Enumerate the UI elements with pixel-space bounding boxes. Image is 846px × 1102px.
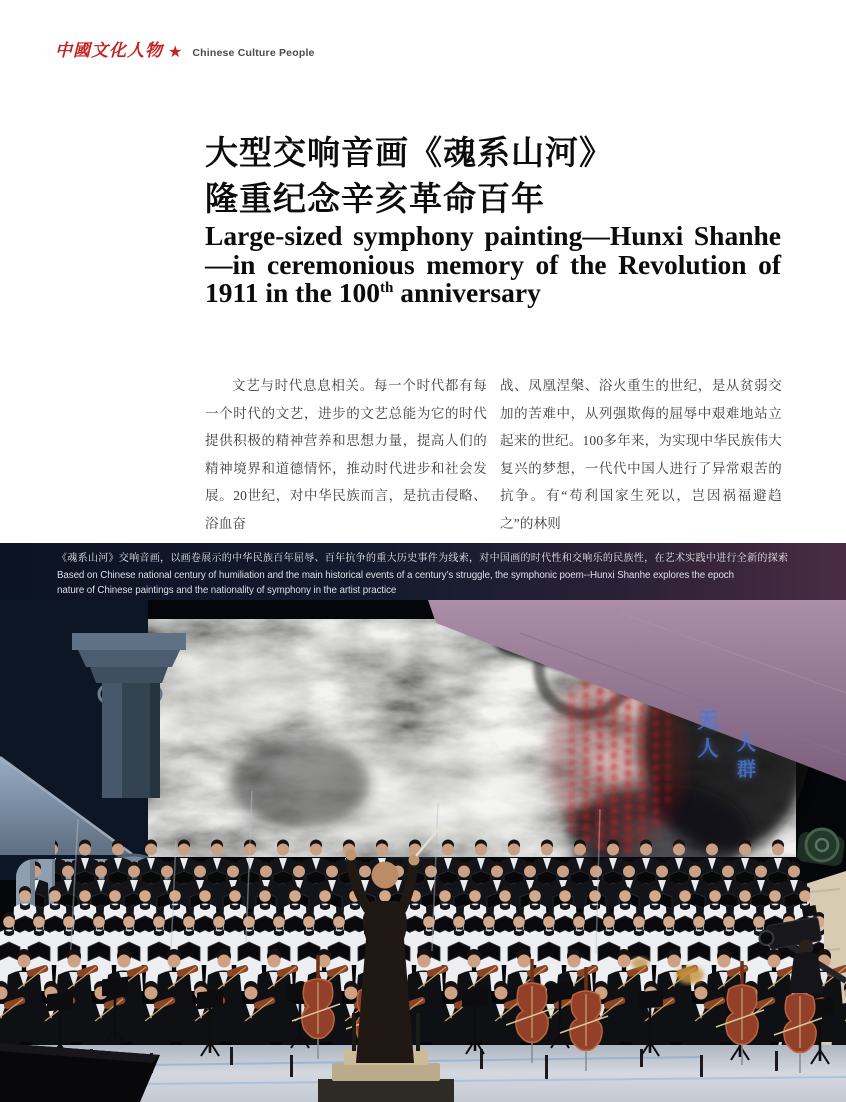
- screen-blue-calligraphy-2: 人群: [734, 733, 755, 785]
- title-cn-line1: 大型交响音画《魂系山河》: [205, 136, 613, 172]
- title-en-main: Large-sized symphony painting—Hunxi Shanhe—in ceremonious memory of the Revolution of 1911 in the 100: [205, 220, 781, 308]
- title-en-superscript: th: [379, 279, 394, 296]
- screen-blue-calligraphy-1: 无人: [695, 709, 719, 765]
- article-body: [205, 372, 782, 538]
- title-cn-line2: 隆重纪念辛亥革命百年: [205, 182, 545, 218]
- photo-caption-chinese: 《魂系山河》交响音画，以画卷展示的中华民族百年屈辱、百年抗争的重大历史事件为线索，对中国画的时代性和交响乐的民族性，在艺术实践中进行全新的探索: [57, 553, 789, 564]
- article-title-chinese: [205, 131, 795, 223]
- article-title-english: [205, 222, 781, 308]
- concert-photo: [0, 543, 846, 1102]
- photo-caption: [57, 549, 802, 598]
- caption-en-line1: Based on Chinese national century of humiliation and the main historical events of a century’s struggle, the symphonic poem--Hunxi Shanhe explores the epoch: [57, 570, 734, 581]
- magazine-logo: [55, 36, 315, 61]
- caption-en-line2: nature of Chinese paintings and the nationality of symphony in the artist practice: [57, 585, 397, 596]
- photo-caption-english: [57, 568, 802, 598]
- stage-photo-illustration: [0, 543, 846, 1102]
- star-icon: ★: [168, 44, 183, 61]
- logo-chinese-text: 中國文化人物: [55, 41, 163, 60]
- body-column-1: 文艺与时代息息相关。每一个时代都有每一个时代的文艺，进步的文艺总能为它的时代提供积极的精神营养和思想力量，提高人们的精神境界和道德情怀，推动时代进步和社会发展。20世纪，对中华民族而言，是抗击侵略、浴血奋: [205, 378, 487, 531]
- body-column-2: 战、凤凰涅槃、浴火重生的世纪，是从贫弱交加的苦难中，从列强欺侮的屈辱中艰难地站立起来的世纪。100多年来，为实现中华民族伟大复兴的梦想，一代代中国人进行了异常艰苦的抗争。有“苟利国家生死以，岂因祸福避趋之”的林则: [500, 378, 782, 531]
- title-en-tail: anniversary: [393, 277, 541, 308]
- logo-english-text: Chinese Culture People: [192, 47, 315, 59]
